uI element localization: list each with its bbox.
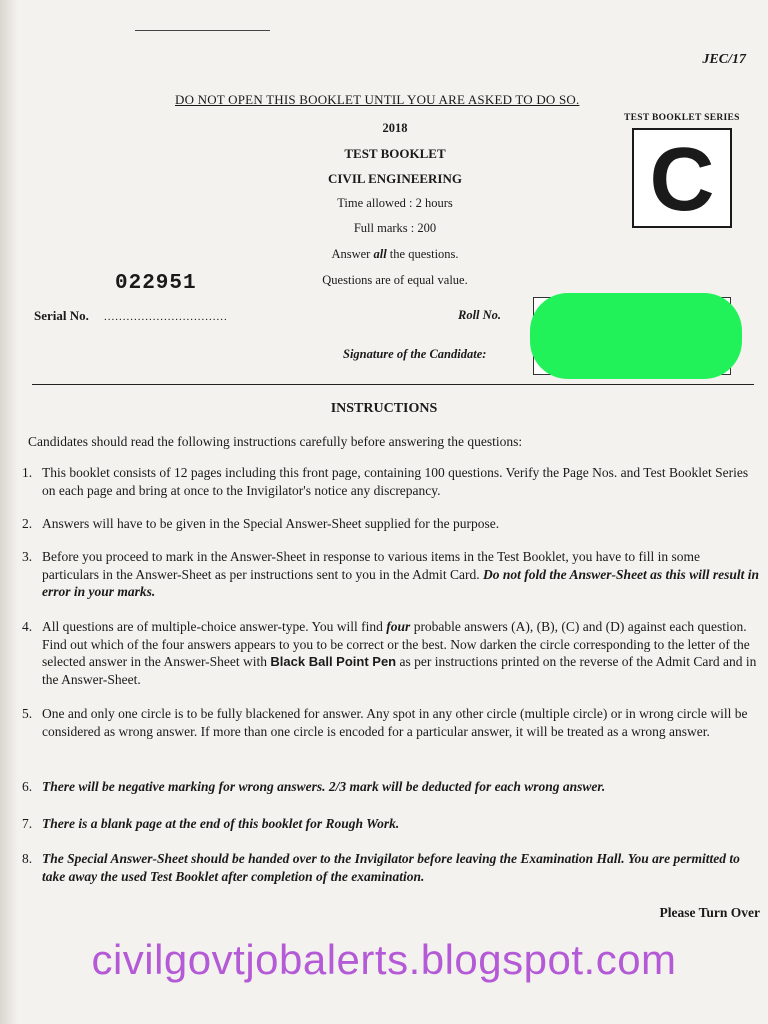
- instruction-item-4: [22, 618, 760, 688]
- full-marks: Full marks : 200: [353, 221, 437, 235]
- item-number: 8.: [22, 851, 33, 866]
- item-text-wrap: [42, 548, 760, 601]
- serial-dots: .................................: [104, 311, 228, 323]
- do-not-open-notice: DO NOT OPEN THIS BOOKLET UNTIL YOU ARE ASKED TO DO SO.: [175, 92, 580, 107]
- exam-year: 2018: [382, 121, 408, 135]
- series-letter: C: [649, 130, 715, 230]
- item-emphasis: Do not fold the Answer-Sheet as this will result in error in your marks.: [42, 566, 759, 599]
- please-turn-over: Please Turn Over: [659, 905, 760, 920]
- item-text: One and only one circle is to be fully blackened for answer. Any spot in any other circle (multiple circle) or in wrong circle will be considered as wrong answer. If more than one circle is encoded for a particular answer, it will be treated as a wrong answer.: [42, 706, 748, 739]
- series-label: TEST BOOKLET SERIES: [624, 113, 740, 123]
- series-box: [632, 128, 732, 228]
- serial-label: Serial No.: [34, 308, 89, 323]
- item-text-c: as per instructions printed on the reverse of the Admit Card and in the Answer-Sheet.: [42, 654, 757, 687]
- instruction-item-6: [22, 778, 760, 796]
- scan-edge-shadow: [0, 0, 18, 1024]
- item-number: 1.: [22, 465, 33, 480]
- instructions-title: INSTRUCTIONS: [330, 401, 438, 416]
- item-text: There is a blank page at the end of this booklet for Rough Work.: [42, 816, 400, 831]
- item-bold-pen: Black Ball Point Pen: [270, 654, 397, 669]
- item-text: Answers will have to be given in the Special Answer-Sheet supplied for the purpose.: [42, 516, 500, 531]
- item-number: 3.: [22, 549, 33, 564]
- signature-label: Signature of the Candidate:: [343, 347, 487, 361]
- instruction-item-7: [22, 815, 760, 833]
- item-text: There will be negative marking for wrong answers. 2/3 mark will be deducted for each wrong answer.: [42, 779, 606, 794]
- section-divider: [32, 384, 754, 385]
- subject-title: CIVIL ENGINEERING: [327, 171, 462, 186]
- instruction-item-8: [22, 850, 760, 885]
- time-allowed: Time allowed : 2 hours: [337, 196, 453, 210]
- instruction-item-2: [22, 515, 760, 533]
- item-text-wrap: [42, 618, 760, 688]
- top-rule: [135, 30, 270, 31]
- redaction-highlight: [530, 293, 742, 379]
- item-number: 6.: [22, 779, 33, 794]
- item-text-b: probable answers (A), (B), (C) and (D) against each question. Find out which of the four answers appears to you to be correct or the best. Now darken the circle corresponding to the letter of the selected answer in the Answer-Sheet with: [42, 619, 750, 669]
- exam-code: JEC/17: [702, 52, 746, 67]
- item-number: 4.: [22, 619, 33, 634]
- instruction-item-1: [22, 464, 760, 499]
- item-text: Before you proceed to mark in the Answer-Sheet in response to various items in the Test Booklet, you have to fill in some particulars in the Answer-Sheet as per instructions sent to you in the Admit Card.: [42, 549, 701, 582]
- instructions-intro: Candidates should read the following instructions carefully before answering the questions:: [28, 434, 523, 449]
- item-number: 7.: [22, 816, 33, 831]
- item-number: 2.: [22, 516, 33, 531]
- item-text: This booklet consists of 12 pages including this front page, containing 100 questions. Verify the Page Nos. and Test Booklet Series on each page and bring at once to the Invigilator's notice any discrepancy.: [42, 465, 749, 498]
- instruction-item-3: [22, 548, 760, 601]
- booklet-title: TEST BOOKLET: [344, 146, 446, 161]
- answer-pre: Answer: [331, 247, 374, 261]
- instruction-item-5: [22, 705, 760, 740]
- answer-emphasis: all: [373, 247, 387, 261]
- equal-value-line: Questions are of equal value.: [322, 273, 468, 287]
- answer-post: the questions.: [386, 247, 459, 261]
- item-emphasis-four: four: [386, 619, 411, 634]
- serial-number: 022951: [115, 272, 197, 295]
- item-text: The Special Answer-Sheet should be handed over to the Invigilator before leaving the Examination Hall. You are permitted to take away the used Test Booklet after completion of the examination.: [42, 851, 740, 884]
- item-number: 5.: [22, 706, 33, 721]
- blog-watermark: civilgovtjobalerts.blogspot.com: [91, 936, 677, 983]
- roll-label: Roll No.: [458, 308, 502, 322]
- answer-all-line: [260, 247, 530, 262]
- item-text-a: All questions are of multiple-choice answer-type. You will find: [42, 619, 387, 634]
